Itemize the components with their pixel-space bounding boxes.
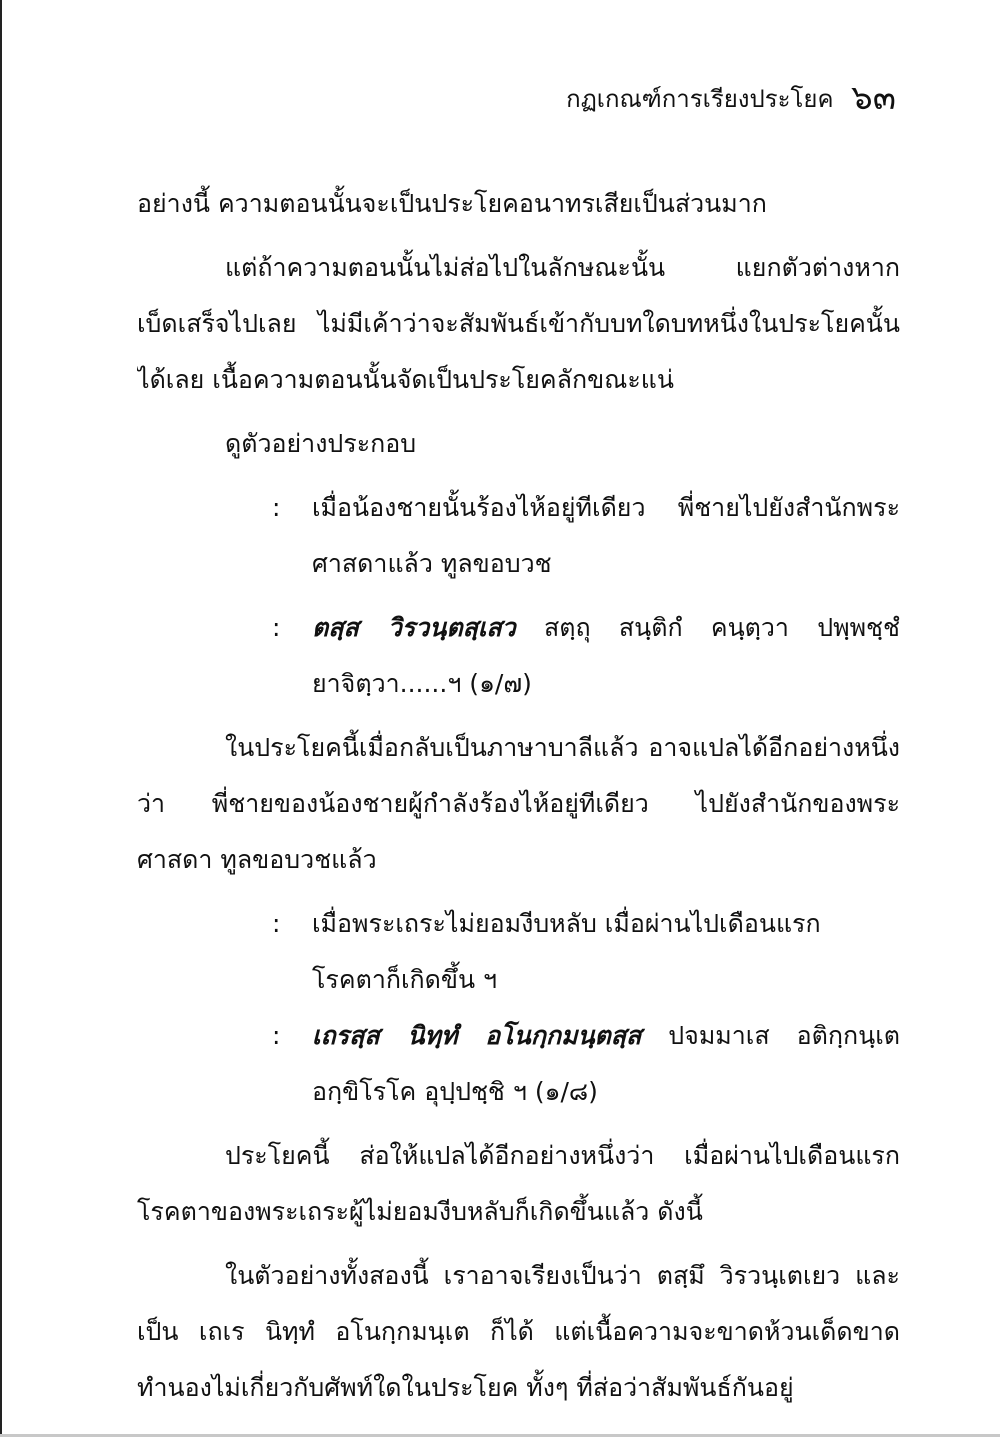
example-3-line-2: โรคตาก็เกิดขึ้น ฯ (312, 965, 498, 994)
paragraph-1-line-1: อย่างนี้ ความตอนนั้นจะเป็นประโยคอนาทรเสียเป็นส่วนมาก (137, 189, 767, 218)
example-2-bold-text: ตสฺส วิรวนฺตสฺเสว (312, 613, 516, 642)
page-number: ๖๓ (851, 78, 896, 118)
paragraph-6-line-3: ทำนองไม่เกี่ยวกับศัพท์ใดในประโยค ทั้งๆ ที่ส่อว่าสัมพันธ์กันอยู่ (137, 1373, 794, 1402)
paragraph-6-line-2: เป็น เถเร นิทฺทํ อโนกฺกมนฺเต ก็ได้ แต่เนื้อความจะขาดห้วนเด็ดขาด (137, 1317, 900, 1346)
paragraph-2-line-3: ได้เลย เนื้อความตอนนั้นจัดเป็นประโยคลักขณะแน่ (137, 365, 674, 394)
example-2-text: สตฺถุ สนฺติกํ คนฺตฺวา ปพฺพชฺชํ (543, 613, 900, 642)
example-3-text: เมื่อพระเถระไม่ยอมงีบหลับ เมื่อผ่านไปเดือนแรก (312, 909, 821, 938)
paragraph-5-line-1: ประโยคนี้ ส่อให้แปลได้อีกอย่างหนึ่งว่า เมื่อผ่านไปเดือนแรก (225, 1141, 900, 1170)
example-4-line-2: อกฺขิโรโค อุปฺปชฺชิ ฯ (๑/๘) (312, 1077, 598, 1106)
paragraph-4-line-2: ว่า พี่ชายของน้องชายผู้กำลังร้องไห้อยู่ทีเดียว ไปยังสำนักของพระ (137, 789, 900, 818)
example-4-text: ปจมมาเส อติกฺกนฺเต (668, 1021, 900, 1050)
example-1-line-1 (137, 480, 900, 536)
example-2-line-1 (137, 600, 900, 656)
example-3-line-1 (137, 896, 900, 952)
running-header (566, 78, 896, 119)
example-2-line-2: ยาจิตฺวา......ฯ (๑/๗) (312, 669, 532, 698)
example-4-bold-text: เถรสฺส นิทฺทํ อโนกฺกมนฺตสฺส (312, 1021, 642, 1050)
example-3-colon: : (272, 909, 281, 938)
running-title: กฏเกณฑ์การเรียงประโยค (566, 85, 834, 113)
example-1-text: เมื่อน้องชายนั้นร้องไห้อยู่ทีเดียว พี่ชายไปยังสำนักพระ (312, 493, 900, 522)
paragraph-4-line-3: ศาสดา ทูลขอบวชแล้ว (137, 845, 377, 874)
example-2-colon: : (272, 613, 281, 642)
example-4-colon: : (272, 1021, 281, 1050)
paragraph-6-line-1: ในตัวอย่างทั้งสองนี้ เราอาจเรียงเป็นว่า ตสฺมึ วิรวนฺเตเยว และ (225, 1261, 900, 1290)
paragraph-2-line-2: เบ็ดเสร็จไปเลย ไม่มีเค้าว่าจะสัมพันธ์เข้ากับบทใดบทหนึ่งในประโยคนั้น (137, 309, 900, 338)
example-4-line-1 (137, 1008, 900, 1064)
paragraph-5-line-2: โรคตาของพระเถระผู้ไม่ยอมงีบหลับก็เกิดขึ้นแล้ว ดังนี้ (137, 1197, 703, 1226)
page-body (137, 176, 900, 1416)
page-left-edge (0, 0, 2, 1437)
example-1-colon: : (272, 493, 281, 522)
paragraph-2-line-1: แต่ถ้าความตอนนั้นไม่ส่อไปในลักษณะนั้น แยกตัวต่างหาก (225, 253, 900, 282)
paragraph-3-line-1: ดูตัวอย่างประกอบ (225, 429, 417, 458)
paragraph-4-line-1: ในประโยคนี้เมื่อกลับเป็นภาษาบาลีแล้ว อาจแปลได้อีกอย่างหนึ่ง (225, 733, 900, 762)
example-1-line-2: ศาสดาแล้ว ทูลขอบวช (312, 549, 552, 578)
